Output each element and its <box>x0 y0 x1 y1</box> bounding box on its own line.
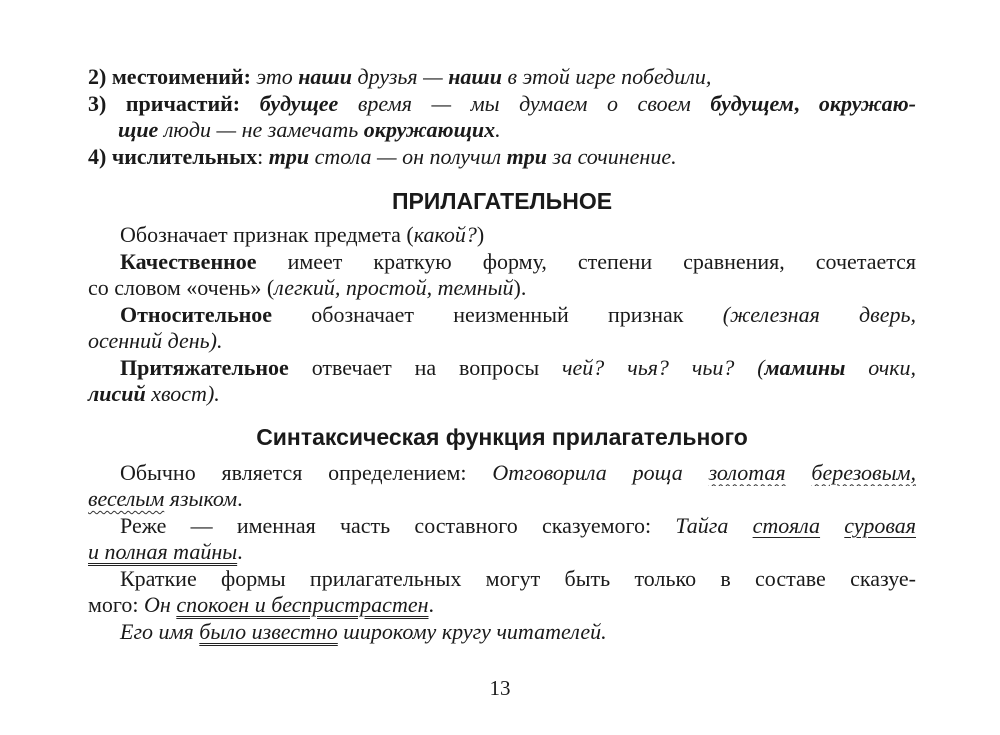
double-underlined-predicate: стояла <box>752 512 821 538</box>
text-segment: Его имя <box>120 618 200 644</box>
text-line <box>88 619 916 646</box>
text-segment: имеет краткую форму, степени сравнения, сочетается <box>256 248 916 274</box>
text-line <box>88 144 916 171</box>
text-line <box>88 275 916 302</box>
text-segment: Обычно является определением: <box>120 459 493 485</box>
double-underlined-predicate: и полная тайны <box>88 539 238 564</box>
section-heading-syntax-function: Синтаксическая функция прилагательного <box>256 423 748 450</box>
text-segment: друзья — <box>352 64 449 89</box>
text-segment: какой? <box>413 222 477 247</box>
double-underlined-predicate: было известно <box>199 618 338 644</box>
text-segment: Реже — именная часть составного сказуемого: <box>120 512 676 538</box>
text-segment: отвечает на вопросы <box>288 354 563 380</box>
text-segment: Он <box>144 592 177 617</box>
wavy-underlined-attribute: золотая <box>708 459 786 485</box>
text-line <box>88 486 916 513</box>
text-line <box>88 117 916 144</box>
text-line <box>88 249 916 276</box>
text-segment <box>786 460 812 485</box>
text-segment: три <box>506 143 547 169</box>
text-segment: окружающих <box>363 117 496 142</box>
text-segment: 4) числительных <box>88 143 258 169</box>
text-line <box>88 355 916 382</box>
text-line <box>88 302 916 329</box>
text-segment: Отговорила роща <box>492 459 709 485</box>
text-segment: ). <box>513 275 527 300</box>
text-segment: (железная дверь, <box>722 301 916 327</box>
text-segment: будущее <box>259 90 339 116</box>
text-segment: . <box>237 539 243 564</box>
text-line <box>88 460 916 487</box>
text-line <box>88 539 916 566</box>
wavy-underlined-attribute: березовым, <box>811 459 916 485</box>
text-segment: наши <box>448 64 502 89</box>
double-underlined-predicate: спокоен и беспристрастен <box>176 592 429 617</box>
text-segment: , <box>793 90 819 116</box>
text-line <box>88 222 916 249</box>
text-segment: три <box>268 143 310 169</box>
text-line <box>88 513 916 540</box>
text-segment: 2) местоимений: <box>88 64 251 89</box>
text-segment: 3) причастий: <box>88 90 260 116</box>
text-segment: будущем <box>710 90 794 116</box>
text-line <box>88 592 916 619</box>
text-segment: : <box>257 143 269 169</box>
text-segment: широкому кругу читателей. <box>337 618 607 644</box>
text-segment: Притяжательное <box>120 354 289 380</box>
text-segment: . <box>428 592 435 617</box>
adjective-description <box>88 222 916 408</box>
text-segment: языком <box>164 486 238 511</box>
text-segment: за сочинение. <box>547 143 677 169</box>
text-segment: лисий <box>88 381 146 406</box>
text-segment: стола — он получил <box>309 143 507 169</box>
text-segment: Обозначает признак предмета ( <box>120 222 414 247</box>
document-page <box>88 64 916 645</box>
text-segment: осенний день). <box>88 328 223 353</box>
text-segment: время — мы думаем о своем <box>338 90 711 116</box>
text-segment: легкий, простой, темный <box>274 275 514 300</box>
syntax-function-description <box>88 460 916 646</box>
text-segment: . <box>495 117 501 142</box>
page-number: 13 <box>489 676 511 700</box>
parts-of-speech-list <box>88 64 916 170</box>
text-segment: мамины <box>764 354 846 380</box>
text-segment: . <box>237 486 243 511</box>
text-segment: Краткие формы прилагательных могут быть только в составе сказуе- <box>120 565 916 591</box>
text-line <box>88 381 916 408</box>
text-segment: наши <box>298 64 352 89</box>
text-segment: чей? чья? чьи? ( <box>562 354 765 380</box>
text-segment: со словом «очень» ( <box>88 275 275 300</box>
section-heading-adjective: ПРИЛАГАТЕЛЬНОЕ <box>391 188 613 214</box>
text-segment: обозначает неизменный признак <box>272 301 723 327</box>
text-line <box>88 566 916 593</box>
text-segment <box>820 513 844 538</box>
text-segment: очки, <box>845 354 916 380</box>
wavy-underlined-attribute: веселым <box>88 486 165 511</box>
text-line <box>88 328 916 355</box>
text-segment: в этой игре победили, <box>501 64 712 89</box>
text-line <box>88 64 916 91</box>
text-segment: Качественное <box>120 248 257 274</box>
text-segment: люди — не замечать <box>158 117 364 142</box>
text-segment: это <box>250 64 299 89</box>
text-segment: мого: <box>88 592 145 617</box>
text-segment: Тайга <box>675 512 753 538</box>
double-underlined-predicate: суровая <box>844 512 916 538</box>
text-segment: хвост). <box>145 381 220 406</box>
text-segment: Относительное <box>120 301 273 327</box>
text-segment: щие <box>118 117 159 142</box>
text-segment: окружаю- <box>818 90 916 116</box>
text-segment: ) <box>476 222 485 247</box>
text-line <box>88 91 916 118</box>
